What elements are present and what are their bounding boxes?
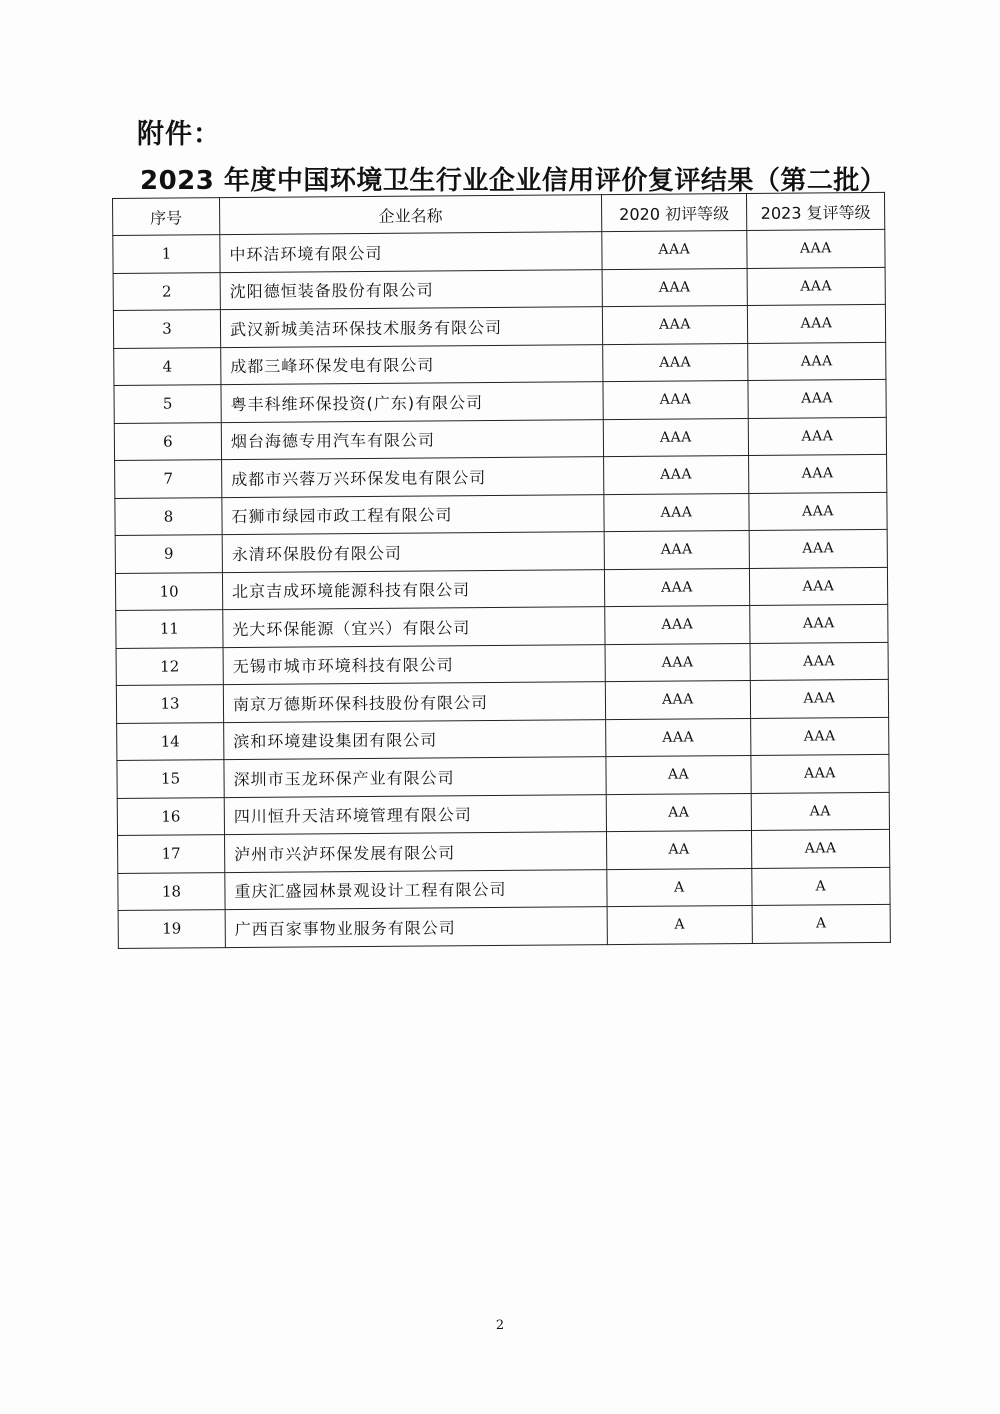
table-row <box>113 267 885 311</box>
table-row <box>117 792 889 836</box>
header-rating-2020: 2020 初评等级 <box>601 194 746 232</box>
cell-seq: 1 <box>113 235 220 273</box>
cell-name: 中环洁环境有限公司 <box>220 232 602 272</box>
cell-rating-2020: AAA <box>605 606 750 645</box>
table-row <box>118 867 890 911</box>
table-row <box>116 679 888 723</box>
cell-rating-2020: AAA <box>604 456 749 495</box>
cell-name: 北京吉成环境能源科技有限公司 <box>222 569 604 609</box>
cell-rating-2023: AAA <box>748 342 886 381</box>
page-title: 2023 年度中国环境卫生行业企业信用评价复评结果（第二批） <box>140 166 887 196</box>
cell-rating-2020: AAA <box>602 306 747 345</box>
results-table <box>112 192 891 949</box>
cell-rating-2023: AAA <box>747 267 885 306</box>
cell-rating-2020: A <box>607 868 752 907</box>
table-row <box>114 417 886 461</box>
cell-rating-2020: AA <box>606 830 751 869</box>
cell-name: 成都市兴蓉万兴环保发电有限公司 <box>222 457 604 497</box>
cell-seq: 10 <box>115 572 222 610</box>
cell-rating-2023: AAA <box>749 454 887 493</box>
header-name: 企业名称 <box>220 195 602 235</box>
cell-seq: 3 <box>113 310 220 348</box>
cell-rating-2023: A <box>752 867 890 906</box>
cell-name: 武汉新城美洁环保技术服务有限公司 <box>220 307 602 347</box>
table-header-row <box>113 192 885 235</box>
cell-rating-2023: AA <box>751 792 889 831</box>
cell-rating-2023: AAA <box>750 642 888 681</box>
cell-name: 石狮市绿园市政工程有限公司 <box>222 494 604 534</box>
table-row <box>116 642 888 686</box>
cell-rating-2023: AAA <box>748 379 886 418</box>
cell-rating-2020: AAA <box>602 231 747 270</box>
cell-rating-2020: AA <box>606 793 751 832</box>
cell-name: 广西百家事物业服务有限公司 <box>225 907 607 947</box>
cell-seq: 19 <box>118 910 225 948</box>
cell-seq: 15 <box>117 760 224 798</box>
table-row <box>117 717 889 761</box>
table-row <box>114 379 886 423</box>
header-rating-2023: 2023 复评等级 <box>746 192 884 230</box>
table-row <box>113 304 885 348</box>
header-seq: 序号 <box>113 198 220 236</box>
cell-name: 四川恒升天洁环境管理有限公司 <box>224 794 606 834</box>
cell-rating-2020: AAA <box>602 268 747 307</box>
cell-rating-2023: AAA <box>747 304 885 343</box>
cell-seq: 5 <box>114 385 221 423</box>
cell-rating-2020: AAA <box>605 643 750 682</box>
attachment-label: 附件： <box>137 119 221 150</box>
cell-seq: 12 <box>116 647 223 685</box>
cell-rating-2023: AAA <box>750 604 888 643</box>
table-row <box>117 754 889 798</box>
cell-rating-2023: AAA <box>751 829 889 868</box>
cell-rating-2020: AAA <box>603 381 748 420</box>
cell-name: 烟台海德专用汽车有限公司 <box>221 419 603 459</box>
cell-rating-2020: AAA <box>603 418 748 457</box>
cell-seq: 8 <box>115 497 222 535</box>
cell-seq: 13 <box>116 685 223 723</box>
cell-name: 深圳市玉龙环保产业有限公司 <box>224 757 606 797</box>
cell-seq: 6 <box>114 422 221 460</box>
table-row <box>118 829 890 873</box>
cell-name: 永清环保股份有限公司 <box>222 532 604 572</box>
cell-rating-2020: AAA <box>603 343 748 382</box>
table-row <box>115 529 887 573</box>
table-row <box>115 492 887 536</box>
table-row <box>118 904 890 948</box>
cell-seq: 17 <box>118 835 225 873</box>
page-number: 2 <box>495 1318 505 1333</box>
cell-name: 无锡市城市环境科技有限公司 <box>223 644 605 684</box>
cell-rating-2020: AAA <box>604 568 749 607</box>
cell-rating-2023: AAA <box>747 229 885 268</box>
cell-rating-2023: A <box>752 904 890 943</box>
cell-seq: 18 <box>118 872 225 910</box>
cell-seq: 2 <box>113 272 220 310</box>
cell-rating-2020: A <box>607 905 752 944</box>
cell-name: 重庆汇盛园林景观设计工程有限公司 <box>225 869 607 909</box>
cell-rating-2020: AAA <box>604 531 749 570</box>
cell-rating-2020: AAA <box>604 493 749 532</box>
cell-rating-2023: AAA <box>750 679 888 718</box>
cell-seq: 14 <box>117 722 224 760</box>
table-row <box>116 604 888 648</box>
results-table-wrapper <box>112 192 890 949</box>
cell-seq: 16 <box>117 797 224 835</box>
cell-seq: 4 <box>114 347 221 385</box>
cell-name: 泸州市兴泸环保发展有限公司 <box>225 832 607 872</box>
cell-seq: 9 <box>115 535 222 573</box>
cell-name: 沈阳德恒装备股份有限公司 <box>220 269 602 309</box>
cell-rating-2023: AAA <box>749 492 887 531</box>
cell-name: 光大环保能源（宜兴）有限公司 <box>223 607 605 647</box>
cell-name: 滨和环境建设集团有限公司 <box>224 719 606 759</box>
cell-name: 成都三峰环保发电有限公司 <box>221 344 603 384</box>
table-row <box>115 454 887 498</box>
table-body <box>113 229 891 948</box>
cell-rating-2020: AAA <box>605 681 750 720</box>
cell-rating-2020: AA <box>606 755 751 794</box>
table-row <box>113 229 885 273</box>
table-row <box>115 567 887 611</box>
cell-rating-2020: AAA <box>606 718 751 757</box>
cell-rating-2023: AAA <box>748 417 886 456</box>
cell-name: 南京万德斯环保科技股份有限公司 <box>223 682 605 722</box>
cell-rating-2023: AAA <box>751 717 889 756</box>
cell-seq: 7 <box>115 460 222 498</box>
cell-rating-2023: AAA <box>751 754 889 793</box>
cell-rating-2023: AAA <box>749 529 887 568</box>
table-row <box>114 342 886 386</box>
cell-name: 粤丰科维环保投资(广东)有限公司 <box>221 382 603 422</box>
cell-seq: 11 <box>116 610 223 648</box>
cell-rating-2023: AAA <box>749 567 887 606</box>
